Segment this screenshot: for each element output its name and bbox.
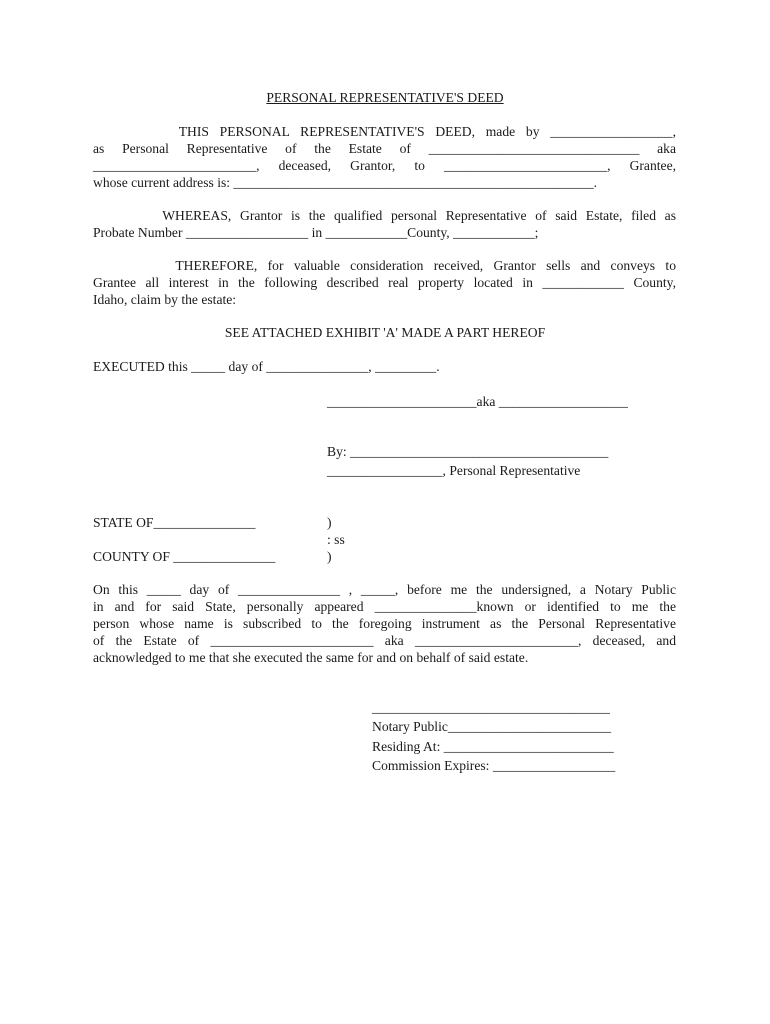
executed-line: EXECUTED this _____ day of _______________, _________. (93, 359, 440, 374)
notary-acknowledgment-paragraph (93, 581, 676, 666)
exhibit-line: SEE ATTACHED EXHIBIT 'A' MADE A PART HEREOF (224, 325, 546, 340)
notary-line-5: acknowledged to me that she executed the same for and on behalf of said estate. (93, 650, 529, 665)
intro-line-2: as Personal Representative of the Estate of _______________________________ aka (93, 141, 676, 156)
whereas-line-2: Probate Number __________________ in ____________County, ____________; (93, 225, 539, 240)
state-of-line: STATE OF_______________ (93, 515, 256, 530)
commission-expires-line: Commission Expires: __________________ (372, 758, 616, 773)
signature-by-line: By: ______________________________________ (327, 444, 609, 459)
therefore-line-1: THEREFORE, for valuable consideration received, Grantor sells and conveys to (93, 258, 676, 273)
residing-at-line: Residing At: _________________________ (372, 739, 614, 754)
signature-aka-line: ______________________aka ___________________ (327, 394, 628, 409)
notary-signature-line: ___________________________________ (372, 700, 610, 715)
intro-line-1: THIS PERSONAL REPRESENTATIVE'S DEED, made by __________________, (93, 124, 676, 139)
notary-line-2: in and for said State, personally appeared _______________known or identified to me the (93, 599, 676, 614)
notary-line-1: On this _____ day of _______________ , _____, before me the undersigned, a Notary Public (93, 582, 676, 597)
therefore-paragraph (93, 257, 676, 308)
notary-line-3: person whose name is subscribed to the foregoing instrument as the Personal Representative (93, 616, 676, 631)
therefore-line-3: Idaho, claim by the estate: (93, 292, 237, 307)
venue-paren-bottom: ) (327, 549, 332, 564)
venue-ss: : ss (327, 532, 345, 547)
personal-representative-line: _________________, Personal Representative (327, 463, 581, 478)
whereas-line-1: WHEREAS, Grantor is the qualified personal Representative of said Estate, filed as (93, 208, 676, 223)
therefore-line-2: Grantee all interest in the following described real property located in ____________ County, (93, 275, 676, 290)
notary-public-line: Notary Public________________________ (372, 719, 612, 734)
whereas-paragraph (93, 207, 676, 241)
county-of-line: COUNTY OF _______________ (93, 549, 276, 564)
intro-paragraph (93, 123, 676, 191)
intro-line-3: ________________________, deceased, Grantor, to ________________________, Grantee, (93, 158, 676, 173)
document-title: PERSONAL REPRESENTATIVE'S DEED (266, 90, 504, 105)
venue-paren-top: ) (327, 515, 332, 530)
notary-line-4: of the Estate of ________________________ aka ________________________, deceased, and (93, 633, 676, 648)
intro-line-4: whose current address is: _____________________________________________________. (93, 175, 598, 190)
